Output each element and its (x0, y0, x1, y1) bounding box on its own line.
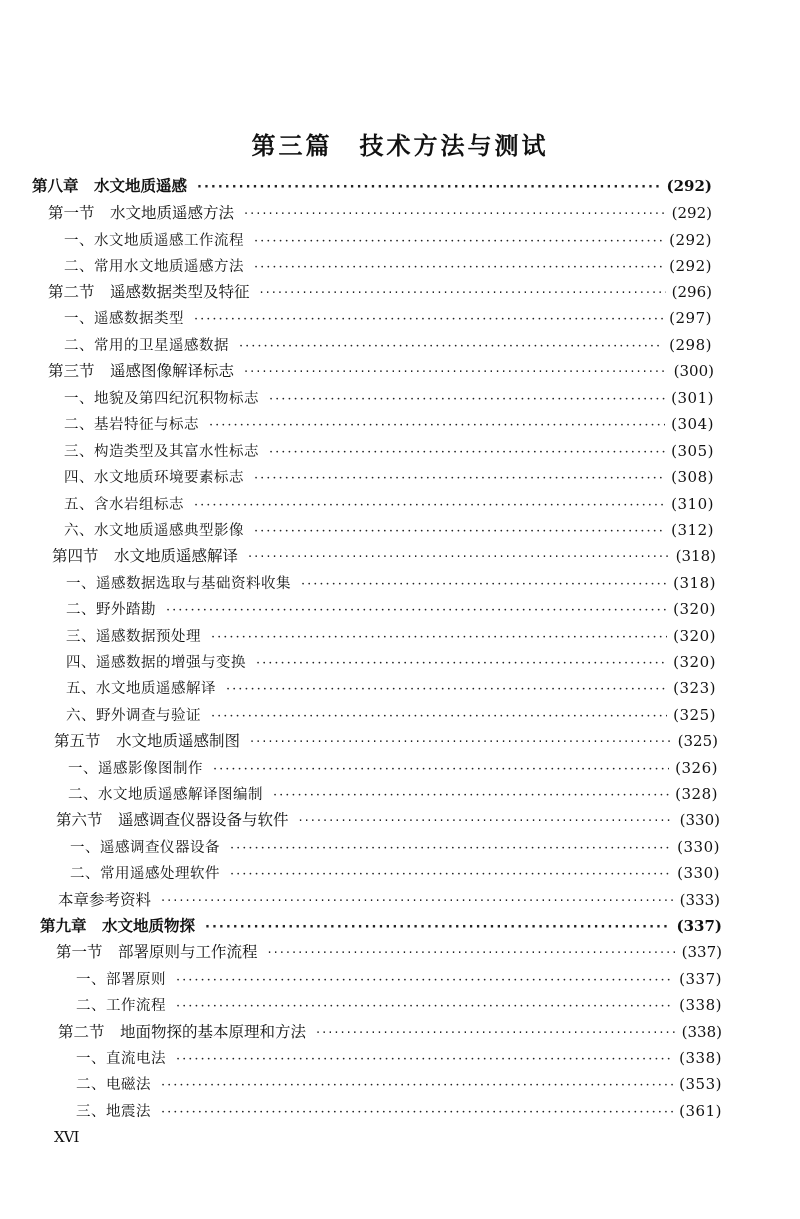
dot-leader (268, 941, 676, 967)
toc-entry-label: 六、野外调查与验证 (66, 708, 201, 724)
toc-entry (66, 702, 716, 728)
dot-leader (254, 519, 665, 545)
toc-entry-page: (292) (671, 204, 712, 222)
toc-entry-label: 第六节 遥感调查仪器设备与软件 (56, 811, 289, 829)
toc-entry (64, 438, 714, 464)
toc-entry-page: (325) (677, 732, 718, 750)
toc-entry-label: 本章参考资料 (58, 891, 152, 909)
toc-entry-page: (338) (681, 1023, 722, 1041)
dot-leader (209, 413, 665, 439)
toc-entry (64, 227, 712, 253)
toc-entry (48, 200, 712, 226)
toc-entry-page: (325) (673, 706, 716, 724)
toc-entry-label: 二、野外踏勘 (66, 602, 156, 618)
toc-entry-label: 一、直流电法 (76, 1051, 166, 1067)
toc-entry (66, 570, 716, 596)
toc-entry-label: 第九章 水文地质物探 (40, 917, 196, 935)
dot-leader (197, 175, 660, 201)
toc-entry (48, 358, 714, 384)
dot-leader (176, 1047, 673, 1073)
dot-leader (176, 968, 673, 994)
dot-leader (230, 836, 671, 862)
toc-entry-label: 二、基岩特征与标志 (64, 417, 199, 433)
toc-entry (64, 491, 714, 517)
dot-leader (254, 229, 663, 255)
toc-entry (76, 966, 722, 992)
toc-entry-label: 第三节 遥感图像解译标志 (48, 362, 235, 380)
toc-entry-label: 一、遥感调查仪器设备 (70, 840, 220, 856)
toc-entry (70, 860, 720, 886)
toc-entry (40, 913, 722, 939)
dot-leader (205, 915, 670, 941)
toc-entry-page: (361) (679, 1102, 722, 1120)
toc-entry-page: (330) (677, 864, 720, 882)
toc-entry-page: (305) (671, 442, 714, 460)
dot-leader (256, 651, 667, 677)
toc-entry-page: (328) (675, 785, 718, 803)
toc-entry (66, 649, 716, 675)
toc-entry-label: 一、部署原则 (76, 972, 166, 988)
toc-entry-page: (312) (671, 521, 714, 539)
toc-entry (56, 807, 720, 833)
toc-entry (76, 1045, 722, 1071)
dot-leader (211, 625, 667, 651)
toc-entry-label: 四、水文地质环境要素标志 (64, 470, 244, 486)
toc-entry (68, 755, 718, 781)
toc-entry-label: 一、遥感影像图制作 (68, 761, 203, 777)
toc-entry-page: (330) (677, 838, 720, 856)
toc-entry-page: (292) (666, 177, 712, 195)
toc-entry-page: (297) (669, 309, 712, 327)
dot-leader (161, 1073, 673, 1099)
toc-entry-label: 三、遥感数据预处理 (66, 629, 201, 645)
toc-entry-label: 二、电磁法 (76, 1077, 151, 1093)
toc-entry-label: 二、水文地质遥感解译图编制 (68, 787, 263, 803)
dot-leader (230, 862, 671, 888)
dot-leader (248, 545, 670, 571)
toc-entry-label: 二、常用的卫星遥感数据 (64, 338, 229, 354)
toc-entry-page: (320) (673, 600, 716, 618)
dot-leader (213, 757, 669, 783)
toc-entry-page: (337) (679, 970, 722, 988)
dot-leader (194, 307, 663, 333)
toc-entry (64, 305, 712, 331)
toc-entry-label: 三、地震法 (76, 1104, 151, 1120)
dot-leader (260, 281, 666, 307)
toc-entry-label: 四、遥感数据的增强与变换 (66, 655, 246, 671)
toc-entry-page: (320) (673, 653, 716, 671)
dot-leader (299, 809, 674, 835)
dot-leader (239, 334, 663, 360)
dot-leader (244, 202, 666, 228)
toc-entry-page: (310) (671, 495, 714, 513)
toc-entry-page: (308) (671, 468, 714, 486)
dot-leader (316, 1021, 676, 1047)
toc-entry-page: (298) (669, 336, 712, 354)
toc-entry (70, 834, 720, 860)
toc-entry-label: 五、水文地质遥感解译 (66, 681, 216, 697)
toc-entry-label: 第二节 遥感数据类型及特征 (48, 283, 250, 301)
toc-entry (54, 728, 718, 754)
toc-entry-page: (323) (673, 679, 716, 697)
toc-entry (76, 992, 722, 1018)
dot-leader (244, 360, 668, 386)
toc-entry (66, 623, 716, 649)
toc-entry (58, 887, 720, 913)
toc-entry-page: (326) (675, 759, 718, 777)
dot-leader (211, 704, 667, 730)
dot-leader (301, 572, 667, 598)
dot-leader (250, 730, 672, 756)
toc-entry (32, 173, 712, 199)
toc-entry-page: (301) (671, 389, 714, 407)
toc-entry-label: 第一节 部署原则与工作流程 (56, 943, 258, 961)
toc-entry (56, 939, 722, 965)
dot-leader (194, 493, 665, 519)
toc-entry (48, 279, 712, 305)
toc-entry-label: 二、常用遥感处理软件 (70, 866, 220, 882)
dot-leader (254, 255, 663, 281)
toc-entry-page: (320) (673, 627, 716, 645)
dot-leader (176, 994, 673, 1020)
toc-entry (64, 253, 712, 279)
toc-entry (64, 517, 714, 543)
toc-entry-page: (318) (673, 574, 716, 592)
toc-entry-page: (353) (679, 1075, 722, 1093)
dot-leader (269, 440, 665, 466)
toc-entry (64, 411, 714, 437)
toc-entry-page: (292) (669, 257, 712, 275)
dot-leader (161, 889, 674, 915)
toc-entry-label: 五、含水岩组标志 (64, 497, 184, 513)
dot-leader (269, 387, 665, 413)
toc-entry-label: 第五节 水文地质遥感制图 (54, 732, 241, 750)
toc-entry-label: 二、工作流程 (76, 998, 166, 1014)
toc-entry-label: 六、水文地质遥感典型影像 (64, 523, 244, 539)
toc-entry-page: (292) (669, 231, 712, 249)
toc-entry-label: 第一节 水文地质遥感方法 (48, 204, 235, 222)
toc-entry-label: 三、构造类型及其富水性标志 (64, 444, 259, 460)
toc-entry-page: (337) (676, 917, 722, 935)
toc-entry (66, 596, 716, 622)
part-title: 第三篇 技术方法与测试 (251, 131, 549, 160)
dot-leader (254, 466, 665, 492)
toc-entry-page: (338) (679, 996, 722, 1014)
toc-entry-page: (330) (679, 811, 720, 829)
dot-leader (161, 1100, 673, 1126)
toc-entry (76, 1098, 722, 1124)
toc-entry (76, 1071, 722, 1097)
dot-leader (226, 677, 667, 703)
toc-entry-label: 一、地貌及第四纪沉积物标志 (64, 391, 259, 407)
toc-entry (66, 675, 716, 701)
toc-entry-page: (337) (681, 943, 722, 961)
toc-entry-page: (300) (673, 362, 714, 380)
toc-entry (64, 464, 714, 490)
toc-entry-label: 第八章 水文地质遥感 (32, 177, 188, 195)
toc-entry-label: 第二节 地面物探的基本原理和方法 (58, 1023, 307, 1041)
toc-entry-page: (333) (679, 891, 720, 909)
toc-entry (64, 385, 714, 411)
toc-entry-label: 第四节 水文地质遥感解译 (52, 547, 239, 565)
toc-entry-page: (304) (671, 415, 714, 433)
toc-entry (68, 781, 718, 807)
toc-entry-page: (318) (675, 547, 716, 565)
page-folio: XVI (54, 1128, 79, 1146)
toc-entry-page: (296) (671, 283, 712, 301)
toc-entry-label: 二、常用水文地质遥感方法 (64, 259, 244, 275)
toc-entry-label: 一、水文地质遥感工作流程 (64, 233, 244, 249)
toc-entry-label: 一、遥感数据类型 (64, 311, 184, 327)
toc-entry-label: 一、遥感数据选取与基础资料收集 (66, 576, 291, 592)
dot-leader (273, 783, 669, 809)
toc-entry (52, 543, 716, 569)
dot-leader (166, 598, 667, 624)
toc-entry-page: (338) (679, 1049, 722, 1067)
toc-entry (64, 332, 712, 358)
toc-entry (58, 1019, 722, 1045)
